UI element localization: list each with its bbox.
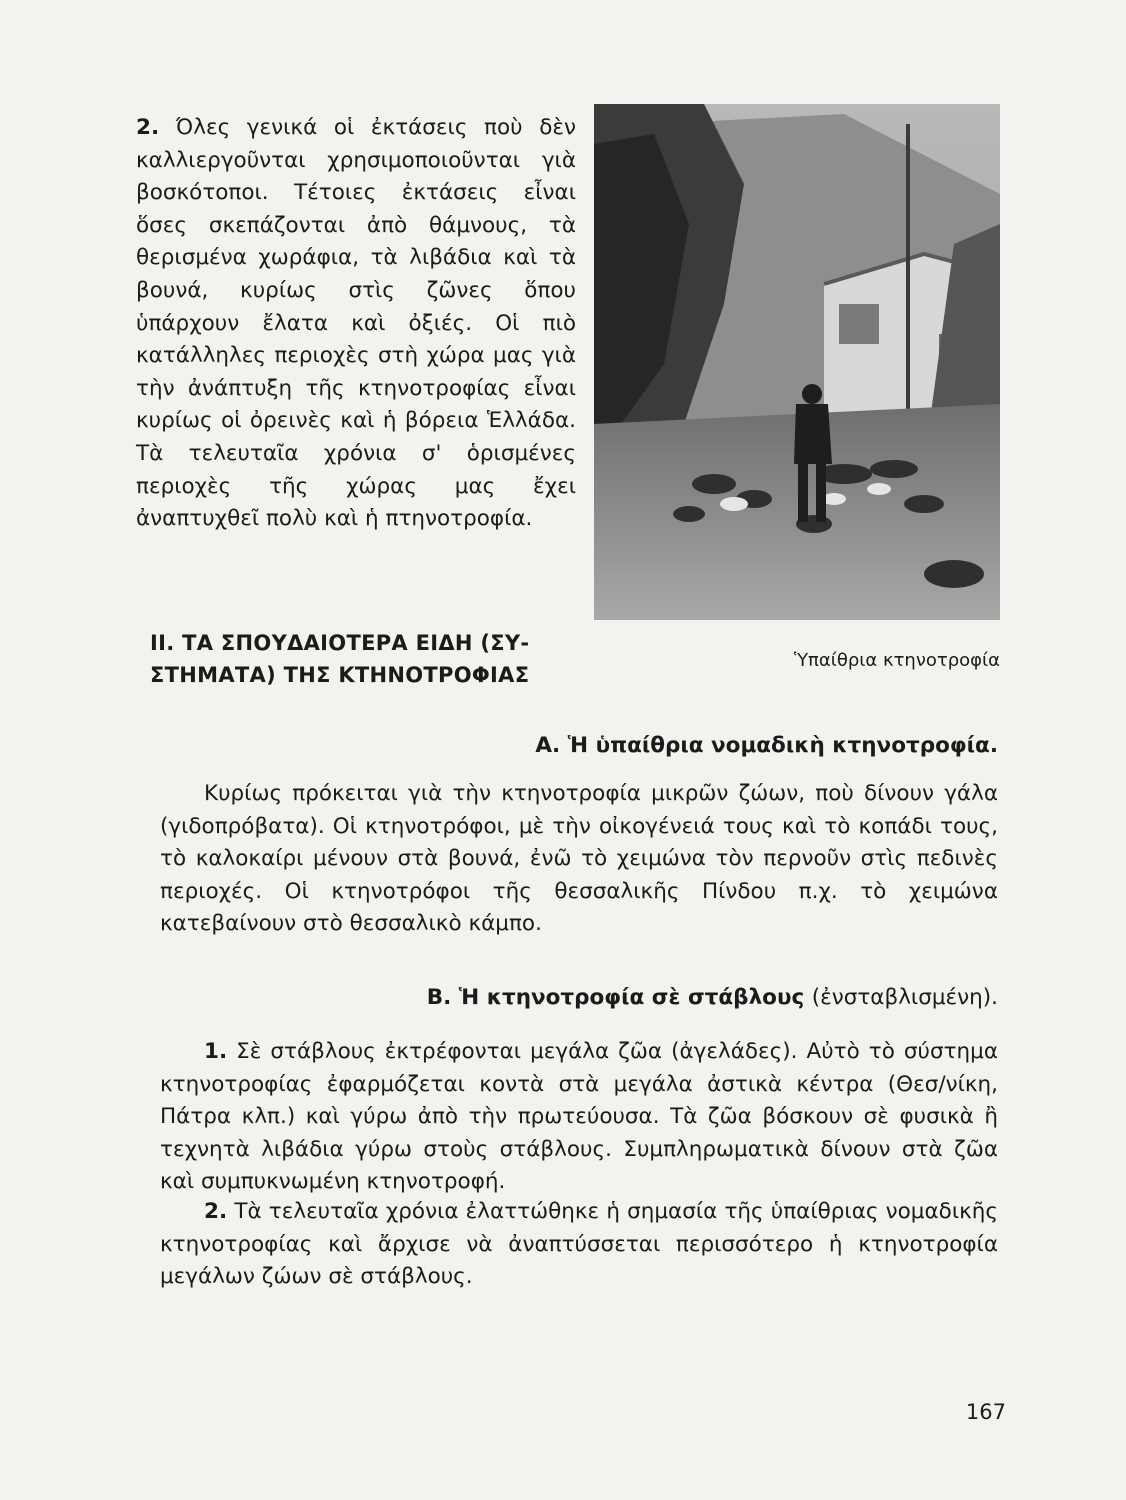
photo-illustration	[594, 104, 1000, 620]
subsection-a-text: Κυρίως πρόκειται γιὰ τὴν κτηνοτροφία μικρῶν ζώων, ποὺ δίνουν γάλα (γιδοπρόβατα). Οἱ κτηνοτρόφοι, μὲ τὴν οἰκογένειά τους καὶ τὸ κοπάδι τους, τὸ καλοκαίρι μένουν στὰ βουνά, ἐνῶ τὸ χειμώνα τὸν περνοῦν στὶς πεδινὲς περιοχές. Οἱ κτηνοτρόφοι τῆς θεσσαλικῆς Πίνδου π.χ. τὸ χειμώνα κατεβαίνουν στὸ θεσσαλικὸ κάμπο.	[160, 781, 998, 936]
paragraph-1-text: Σὲ στάβλους ἐκτρέφονται μεγάλα ζῶα (ἀγελάδες). Αὐτὸ τὸ σύστημα κτηνοτροφίας ἐφαρμόζεται κοντὰ στὰ μεγάλα ἀστικὰ κέντρα (Θεσ/νίκη, Πάτρα κλπ.) καὶ γύρω ἀπὸ τὴν πρωτεύουσα. Τὰ ζῶα βόσκουν σὲ φυσικὰ ἢ τεχνητὰ λιβάδια γύρω στοὺς στάβλους. Συμπληρωματικὰ δίνουν στὰ ζῶα καὶ συμπυκνωμένη κτηνοτροφή.	[160, 1039, 998, 1194]
intro-text: Όλες γενικά οἱ ἐκτάσεις ποὺ δὲν καλλιεργοῦνται χρησιμοποιοῦνται γιὰ βοσκότοποι. Τέτοιες ἐκτάσεις εἶναι ὅσες σκεπάζονται ἀπὸ θάμνους, τὰ θερισμένα χωράφια, τὰ λιβάδια καὶ τὰ βουνά, κυρίως στὶς ζῶνες ὅπου ὑπάρχουν ἔλατα καὶ ὀξιές. Οἱ πιὸ κατάλληλες περιοχὲς στὴ χώρα μας γιὰ τὴν ἀνάπτυξη τῆς κτηνοτροφίας εἶναι κυρίως οἱ ὀρεινὲς καὶ ἡ βόρεια Ἑλλάδα. Τὰ τελευταῖα χρόνια σ' ὁρισμένες περιοχὲς τῆς χώρας μας ἔχει ἀναπτυχθεῖ πολὺ καὶ ἡ πτηνοτροφία.	[136, 115, 576, 532]
intro-number: 2.	[136, 115, 160, 140]
subsection-b-note: (ἐνσταβλισμένη).	[811, 985, 998, 1010]
section-heading-line-2: ΣΤΗΜΑΤΑ) ΤΗΣ ΚΤΗΝΟΤΡΟΦΙΑΣ	[150, 663, 530, 687]
subsection-b-title: Β. Ἡ κτηνοτροφία σὲ στάβλους	[426, 985, 805, 1010]
paragraph-2-text: Τὰ τελευταῖα χρόνια ἐλαττώθηκε ἡ σημασία τῆς ὑπαίθριας νομαδικῆς κτηνοτροφίας καὶ ἄρχισε νὰ ἀναπτύσσεται περισσότερο ἡ κτηνοτροφία μεγάλων ζώων σὲ στάβλους.	[160, 1199, 999, 1289]
paragraph-2-number: 2.	[204, 1199, 228, 1224]
subsection-a-heading: Α. Ἡ ὑπαίθρια νομαδικὴ κτηνοτροφία.	[535, 733, 998, 758]
subsection-b-heading	[427, 985, 998, 1010]
photo-caption: Ὑπαίθρια κτηνοτροφία	[793, 650, 1000, 671]
subsection-b-paragraph-1	[160, 1036, 998, 1199]
section-heading	[150, 627, 580, 691]
section-heading-line-1: II. ΤΑ ΣΠΟΥΔΑΙΟΤΕΡΑ ΕΙΔΗ (ΣΥ-	[150, 631, 530, 655]
subsection-a-paragraph	[160, 778, 998, 941]
paragraph-1-number: 1.	[204, 1039, 228, 1064]
page-number: 167	[965, 1400, 1006, 1424]
intro-paragraph	[136, 112, 576, 536]
subsection-b-paragraph-2	[160, 1196, 998, 1294]
pastoral-photo	[594, 104, 1000, 620]
